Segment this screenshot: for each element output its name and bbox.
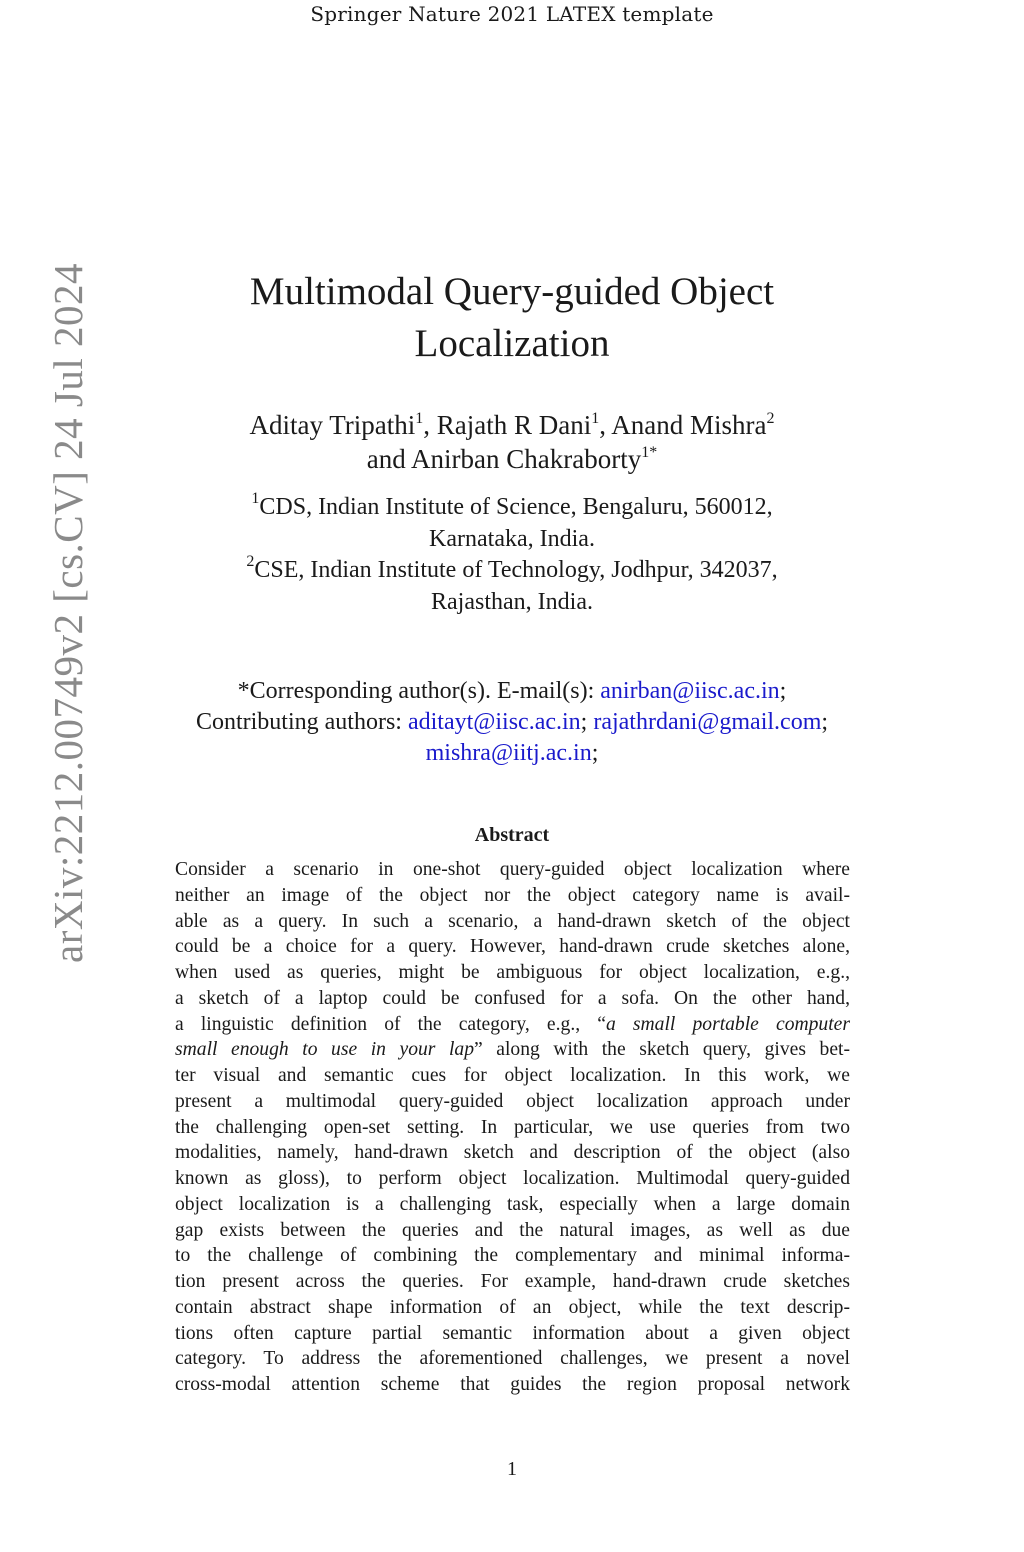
abstract-line: tions often capture partial semantic information about a given object	[175, 1322, 850, 1344]
abstract-line: a sketch of a laptop could be confused for a sofa. On the other hand,	[175, 987, 850, 1009]
abstract-line: to the challenge of combining the complementary and minimal informa-	[175, 1245, 850, 1267]
contributing-authors-line	[0, 707, 1024, 738]
abstract-italic-gloss: a small portable computer	[605, 1013, 850, 1035]
title-line-2: Localization	[414, 322, 610, 365]
abstract-line: neither an image of the object nor the object category name is avail-	[175, 884, 850, 906]
author-list	[0, 408, 1024, 476]
author-affiliation-mark: 1	[591, 410, 600, 427]
email-link[interactable]: rajathrdani@gmail.com	[593, 709, 822, 735]
abstract-line: able as a query. In such a scenario, a hand-drawn sketch of the object	[175, 910, 850, 932]
abstract-italic-gloss-cont: small enough to use in your lap	[175, 1039, 475, 1061]
affiliation-1	[0, 492, 1024, 524]
contributing-label: Contributing authors:	[195, 709, 408, 735]
author-name: Anand Mishra	[611, 410, 767, 440]
abstract-line: could be a choice for a query. However, hand-drawn crude sketches alone,	[175, 936, 850, 958]
affiliation-mark: 2	[246, 553, 255, 570]
correspondence-block	[0, 676, 1024, 769]
abstract-line: tion present across the queries. For example, hand-drawn crude sketches	[175, 1271, 850, 1292]
abstract-line: modalities, namely, hand-drawn sketch and description of the object (also	[175, 1142, 850, 1164]
abstract-line: gap exists between the queries and the natural images, as well as due	[175, 1219, 850, 1241]
abstract-line-text: ” along with the sketch query, gives bet-	[474, 1039, 850, 1061]
abstract-line: ter visual and semantic cues for object localization. In this work, we	[175, 1065, 850, 1086]
affiliation-2-cont: Rajasthan, India.	[431, 588, 593, 615]
author-affiliation-mark: 1*	[641, 444, 658, 461]
title-line-1: Multimodal Query-guided Object	[249, 270, 775, 313]
corresponding-label: *Corresponding author(s). E-mail(s):	[237, 678, 601, 704]
abstract-line: contain abstract shape information of an object, while the text descrip-	[175, 1296, 850, 1318]
paper-title	[0, 266, 1024, 370]
separator: ;	[591, 740, 599, 766]
affiliation-1-cont: Karnataka, India.	[429, 525, 595, 552]
abstract-line: object localization is a challenging task, especially when a large domain	[175, 1193, 850, 1215]
separator: ;	[821, 709, 829, 735]
abstract-line: the challenging open-set setting. In particular, we use queries from two	[175, 1116, 850, 1138]
abstract-line: when used as queries, might be ambiguous for object localization, e.g.,	[175, 962, 850, 983]
contributing-authors-line-2	[0, 738, 1024, 769]
abstract-line	[175, 1012, 850, 1038]
abstract-line: category. To address the aforementioned challenges, we present a novel	[175, 1348, 850, 1370]
arxiv-stamp-text: arXiv:2212.00749v2 [cs.CV] 24 Jul 2024	[45, 262, 91, 964]
affiliation-text: CDS, Indian Institute of Science, Bengaluru, 560012,	[259, 494, 773, 520]
abstract-line: Consider a scenario in one-shot query-guided object localization where	[175, 859, 850, 880]
running-header: Springer Nature 2021 LATEX template	[310, 2, 714, 26]
abstract-line-text: a linguistic definition of the category, e.g., “	[175, 1013, 606, 1035]
email-link[interactable]: aditayt@iisc.ac.in	[407, 709, 581, 735]
affiliation-mark: 1	[251, 490, 260, 507]
page-number: 1	[507, 1458, 517, 1480]
corresponding-author-line	[0, 676, 1024, 707]
author-affiliation-mark: 2	[766, 410, 775, 427]
author-line-1: Aditay Tripathi$^1$, Rajath R Dani$^1$, Anand Mishra$^2$	[249, 410, 775, 440]
author-conjunction: and	[366, 444, 412, 474]
abstract-line: present a multimodal query-guided object localization approach under	[175, 1090, 850, 1112]
affiliation-2	[0, 555, 1024, 587]
author-line-2	[0, 442, 1024, 476]
abstract-heading: Abstract	[474, 824, 550, 846]
email-link[interactable]: mishra@iitj.ac.in	[425, 740, 592, 766]
abstract-line: cross-modal attention scheme that guides the region proposal network	[175, 1374, 850, 1395]
abstract-line: known as gloss), to perform object localization. Multimodal query-guided	[175, 1168, 850, 1189]
author-name: Anirban Chakraborty	[411, 444, 642, 474]
separator: ;	[580, 709, 588, 735]
author-affiliation-mark: 1	[415, 410, 424, 427]
separator: ;	[779, 678, 787, 704]
abstract-body	[175, 857, 850, 1398]
author-name: Rajath R Dani	[436, 410, 592, 440]
author-name: Aditay Tripathi	[249, 410, 416, 440]
abstract-line	[175, 1037, 850, 1063]
corresponding-email-link[interactable]: anirban@iisc.ac.in	[600, 678, 780, 704]
affiliation-text: CSE, Indian Institute of Technology, Jodhpur, 342037,	[254, 557, 778, 583]
affiliations	[0, 492, 1024, 618]
